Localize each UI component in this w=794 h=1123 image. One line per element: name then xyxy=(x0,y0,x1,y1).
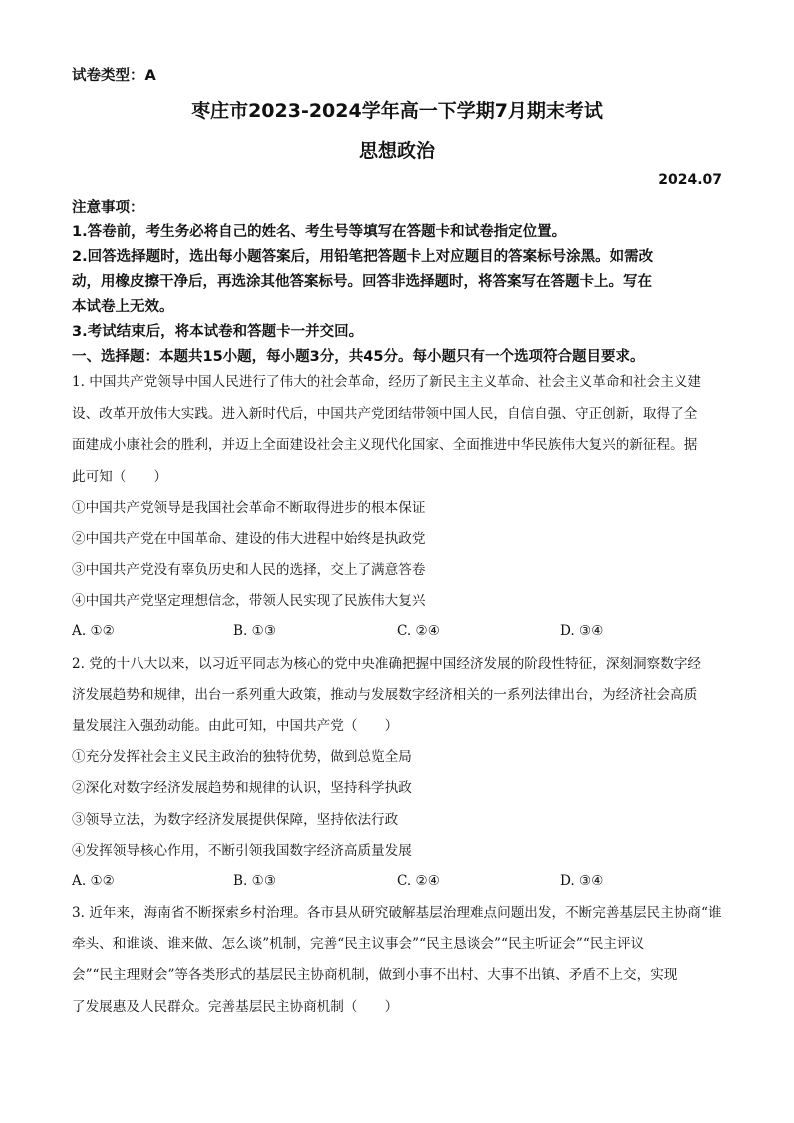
q1-stem-line-4: 此可知（ ） xyxy=(72,469,168,485)
q3-stem-line-1: 3. 近年来，海南省不断探索乡村治理。各市县从研究破解基层治理难点问题出发，不断完善基层民主协商“谁 xyxy=(72,905,722,921)
notice-item-3: 3.考试结束后，将本试卷和答题卡一并交回。 xyxy=(72,324,364,340)
notice-item-2-line-2: 动，用橡皮擦干净后，再选涂其他答案标号。回答非选择题时，将答案写在答题卡上。写在 xyxy=(72,274,652,290)
q2-statement-4: ④发挥领导核心作用，不断引领我国数字经济高质量发展 xyxy=(72,843,412,859)
q1-stem-line-1: 1. 中国共产党领导中国人民进行了伟大的社会革命，经历了新民主主义革命、社会主义革命和社会主义建 xyxy=(72,374,702,390)
q2-stem-line-2: 济发展趋势和规律，出台一系列重大政策，推动与发展数字经济相关的一系列法律出台，为经济社会高质 xyxy=(72,687,698,703)
q3-stem-line-4: 了发展惠及人民群众。完善基层民主协商机制（ ） xyxy=(72,999,399,1015)
q3-stem-line-3: 会”“民主理财会”等各类形式的基层民主协商机制，做到小事不出村、大事不出镇、矛盾不上交，实现 xyxy=(72,967,678,983)
q3-stem-line-2: 牵头、和谁谈、谁来做、怎么谈”机制，完善“民主议事会”“民主恳谈会”“民主听证会”“民主评议 xyxy=(72,936,645,952)
q2-statement-3: ③领导立法，为数字经济发展提供保障，坚持依法行政 xyxy=(72,812,399,828)
exam-date: 2024.07 xyxy=(658,172,722,188)
paper-type: 试卷类型：A xyxy=(72,68,156,84)
q1-statement-3: ③中国共产党没有辜负历史和人民的选择，交上了满意答卷 xyxy=(72,562,426,578)
q1-stem-line-3: 面建成小康社会的胜利，并迈上全面建设社会主义现代化国家、全面推进中华民族伟大复兴的新征程。据 xyxy=(72,437,698,453)
q2-option-b: B. ①③ xyxy=(233,873,277,889)
notice-item-2-line-1: 2.回答选择题时，选出每小题答案后，用铅笔把答题卡上对应题目的答案标号涂黑。如需改 xyxy=(72,249,654,265)
q1-statement-2: ②中国共产党在中国革命、建设的伟大进程中始终是执政党 xyxy=(72,531,426,547)
q2-stem-line-1: 2. 党的十八大以来，以习近平同志为核心的党中央准确把握中国经济发展的阶段性特征，深刻洞察数字经 xyxy=(72,656,702,672)
q1-option-b: B. ①③ xyxy=(233,623,277,639)
q1-option-c: C. ②④ xyxy=(397,623,440,639)
exam-title: 枣庄市2023-2024学年高一下学期7月期末考试 xyxy=(191,100,603,122)
q2-option-d: D. ③④ xyxy=(560,873,604,889)
q2-option-a: A. ①② xyxy=(72,873,115,889)
q2-stem-line-3: 量发展注入强劲动能。由此可知，中国共产党（ ） xyxy=(72,718,399,734)
section-1-heading: 一、选择题：本题共15小题，每小题3分，共45分。每小题只有一个选项符合题目要求。 xyxy=(72,349,645,365)
q1-option-d: D. ③④ xyxy=(560,623,604,639)
q1-stem-line-2: 设、改革开放伟大实践。进入新时代后，中国共产党团结带领中国人民，自信自强、守正创新，取得了全 xyxy=(72,406,698,422)
q1-option-a: A. ①② xyxy=(72,623,115,639)
q1-statement-1: ①中国共产党领导是我国社会革命不断取得进步的根本保证 xyxy=(72,500,426,516)
q2-statement-1: ①充分发挥社会主义民主政治的独特优势，做到总览全局 xyxy=(72,749,412,765)
notice-item-1: 1.答卷前，考生务必将自己的姓名、考生号等填写在答题卡和试卷指定位置。 xyxy=(72,224,567,240)
subject-title: 思想政治 xyxy=(358,140,435,162)
q2-statement-2: ②深化对数字经济发展趋势和规律的认识，坚持科学执政 xyxy=(72,780,412,796)
notice-heading: 注意事项： xyxy=(72,200,145,216)
q1-statement-4: ④中国共产党坚定理想信念，带领人民实现了民族伟大复兴 xyxy=(72,593,426,609)
q2-option-c: C. ②④ xyxy=(397,873,440,889)
notice-item-2-line-3: 本试卷上无效。 xyxy=(72,299,174,315)
